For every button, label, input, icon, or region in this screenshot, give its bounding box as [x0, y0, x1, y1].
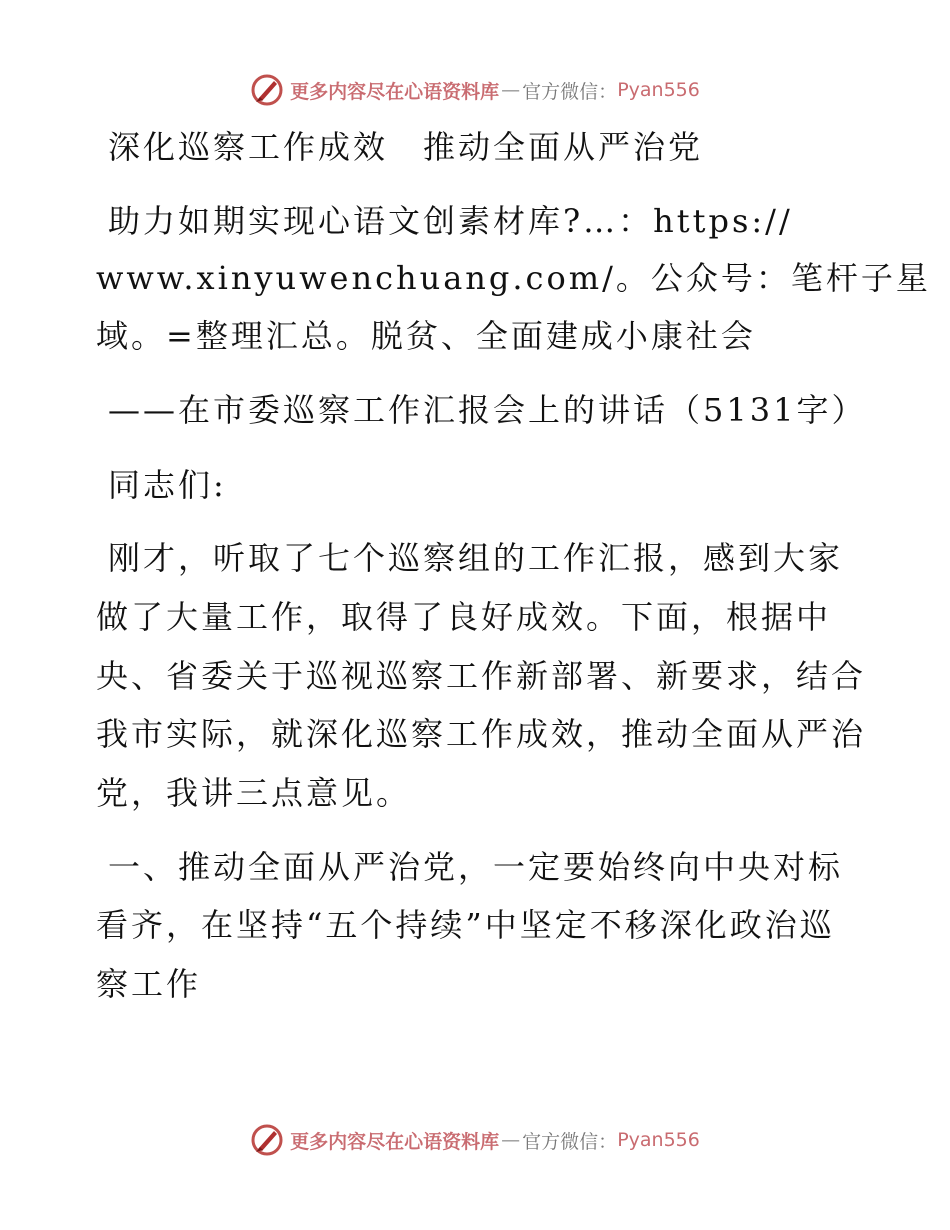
watermark-dash: —: [501, 79, 521, 101]
watermark-wechat-label: 官方微信：: [522, 1130, 618, 1153]
intro-line-3: 域。=整理汇总。脱贫、全面建成小康社会: [96, 317, 756, 355]
heading1-line-1: 一、推动全面从严治党，一定要始终向中央对标: [108, 848, 844, 886]
header-watermark: [0, 70, 950, 110]
watermark-brand-text: 更多内容尽在心语资料库: [290, 80, 500, 103]
heading1-line-3: 察工作: [96, 965, 202, 1003]
paragraph1-line-1: 刚才，听取了七个巡察组的工作汇报，感到大家: [108, 539, 844, 577]
paragraph1-line-2: 做了大量工作，取得了良好成效。下面，根据中: [96, 598, 832, 636]
greeting: 同志们:: [108, 466, 227, 504]
document-title: 深化巡察工作成效 推动全面从严治党: [108, 128, 704, 166]
paragraph1-line-5: 党，我讲三点意见。: [96, 774, 412, 812]
heading1-line-2: 看齐，在坚持“五个持续”中坚定不移深化政治巡: [96, 906, 835, 944]
quill-pen-logo-icon: [250, 73, 284, 107]
quill-pen-logo-icon: [250, 1123, 284, 1157]
paragraph1-line-3: 央、省委关于巡视巡察工作新部署、新要求，结合: [96, 657, 867, 695]
intro-line-2: www.xinyuwenchuang.com/。公众号：笔杆子星: [96, 259, 931, 297]
watermark-wechat-id: Pyan556: [617, 79, 700, 101]
watermark-wechat-label: 官方微信：: [522, 80, 618, 103]
watermark-dash: —: [501, 1129, 521, 1151]
speech-subtitle: ——在市委巡察工作汇报会上的讲话（5131字）: [108, 391, 867, 429]
footer-watermark: [0, 1120, 950, 1160]
paragraph1-line-4: 我市实际，就深化巡察工作成效，推动全面从严治: [96, 715, 867, 753]
watermark-wechat-id: Pyan556: [617, 1129, 700, 1151]
intro-line-1: 助力如期实现心语文创素材库?…：https://: [108, 202, 793, 240]
watermark-brand-text: 更多内容尽在心语资料库: [290, 1130, 500, 1153]
